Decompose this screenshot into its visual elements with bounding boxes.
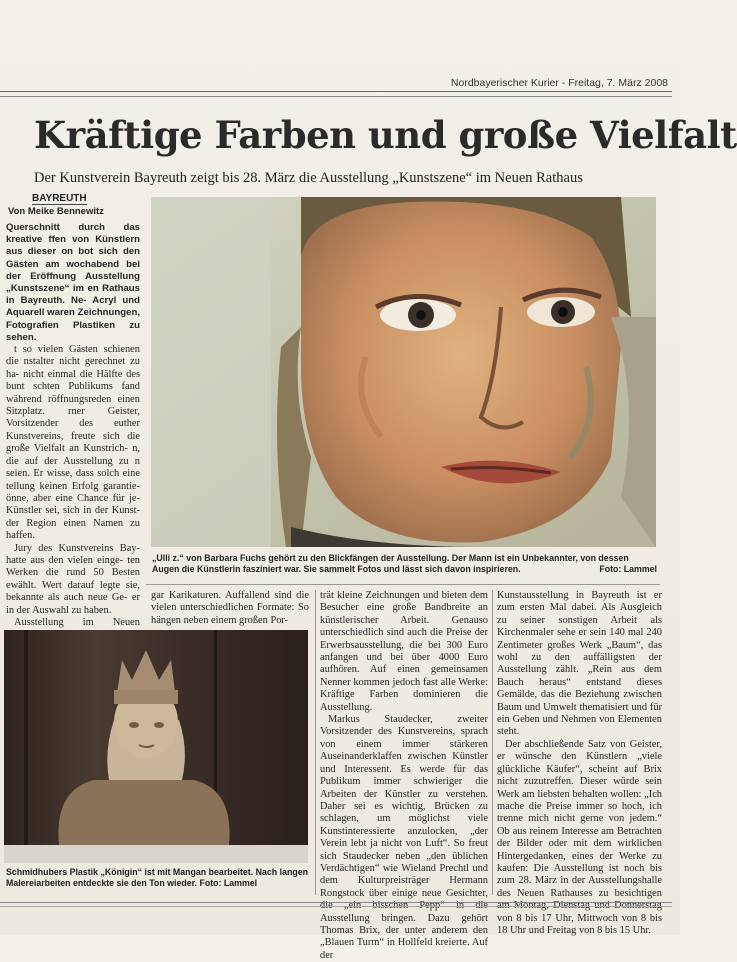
column-divider [492,590,493,895]
masthead: Nordbayerischer Kurier - Freitag, 7. März 2008 [450,77,668,89]
author-byline: Von Meike Bennewitz [8,206,104,217]
column-divider [315,590,316,895]
sculpture-photo [4,630,308,863]
article-column-1 [6,222,140,628]
bottom-rule [0,902,672,907]
article-paragraph: gar Karikaturen. Auffallend sind die vielen unterschiedlichen Formate: So hängen neben einem großen Por- [151,590,309,626]
portrait-painting-photo [151,197,656,547]
dateline: BAYREUTH [32,193,87,204]
sculpture-photo-credit: Foto: Lammel [199,878,258,888]
article-paragraph: Jury des Kunstvereins Bay- hatte aus den vielen einge- ten Werken die rund 50 Besten ewählt. Wert darauf legte sie, bekannte als auch neue Ge- er in der Auswahl zu haben. [6,542,140,616]
sculpture-caption [6,867,308,889]
subheadline: Der Kunstverein Bayreuth zeigt bis 28. März die Ausstellung „Kunstszene“ im Neuen Rathaus [34,170,583,186]
article-column-2 [151,590,309,630]
portrait-painting-image [151,197,656,547]
main-photo-credit: Foto: Lammel [599,564,657,574]
caption-divider [146,584,660,585]
article-paragraph: Der abschließende Satz von Geister, er wünsche den Künstlern „viele glückliche Käufer“, scheint auf Brix nicht zuzutreffen. Dieser würde sein Werk am liebsten behalten wollen: „Ich mache die Preise immer so hoch, ich trenne mich nicht gerne von jedem.“ Ob aus reinem Interesse am Betrachten der Bilder oder mit dem wirklichen Hintergedanken, eines der Werke zu kaufen: Die Ausstellung ist noch bis zum 28. März in der Ausstellungshalle des Neuen Rathauses zu besichtigen am Montag, Dienstag und Donnerstag von 8 bis 17 Uhr, Mittwoch von 8 bis 18 Uhr und Freitag von 8 bis 15 Uhr. [497,738,662,936]
article-paragraph: t so vielen Gästen schienen die nstalter nicht gerechnet zu ha- nicht einmal die Hälfte des bunt schten Publikums fand während röffnungsreden einen Sitzplatz. rner Geister, Vorsitzender des euther Kunstvereins, freute sich die große Vielfalt an Kunstrich- n, die auf der Ausstellung zu n seien. Er wisse, dass solch eine tellung keinen Erfolg garantie- önne, aber eine Chance für je- Künstler sei, sich in der Kunst- der Region einen Namen zu haffen. [6,344,140,542]
article-paragraph: Kunstausstellung in Bayreuth ist er zum ersten Mal dabei. Als Ausgleich zu seiner sonstigen Arbeit als Kirchenmaler sehe er sein 140 mal 240 Zentimeter großes Werk „Baum“, das wohl zu den auffälligsten der Ausstellung zählt. „Rein aus dem Bauch heraus“ entstand dieses Gemälde, das die Beziehung zwischen Baum und Umwelt thematisiert und für ein Geben und Nehmen von Elementen steht. [497,590,662,738]
article-lead: Querschnitt durch das kreative ffen von Künstlern aus dieser on bot sich den Gästen am wochabend bei der Eröffnung Ausstellung „Kunstszene“ im en Rathaus in Bayreuth. Ne- Acryl und Aquarell waren Zeichnungen, Fotografien Plastiken zu sehen. [6,222,140,343]
article-paragraph: Markus Staudecker, zweiter Vorsitzender des Kunstvereins, sprach von einem immer stärkeren Auseinanderklaffen zwischen Künstler und Interessent. Es werde für das Publikum immer schwieriger die Arbeiten der Künstler zu verstehen. Daher sei es wichtig, Brücken zu schlagen, um möglichst viele Kunstinteressierte anzulocken, „der Verein lebt ja nicht von Luft“. So freut sich Staudecker neben „den üblichen Verdächtigen“ wie Wieland Prechtl und dem Kulturpreisträger Hermann Rongstock über einige neue Gesichter, die „ein bisschen Pepp“ in die Ausstellung bringen. Dazu gehört Thomas Brix, der unter anderem den „Blauen Turm“ in Hollfeld kreierte. Auf der [320,714,488,961]
sculpture-image [4,630,308,863]
main-photo-caption-text: „Ulli z.“ von Barbara Fuchs gehört zu den Blickfängen der Ausstellung. Der Mann ist ein Unbekannter, von dessen Augen die Künstlerin fasziniert war. Sie sammelt Fotos und lässt sich davon inspirieren. [152,553,629,574]
top-rule [0,91,672,97]
article-paragraph: trät kleine Zeichnungen und bieten dem Besucher eine große Bandbreite an künstlerischer Arbeit. Genauso unterschiedlich sind auch die Preise der Erwerbsausstellung, die bei 300 Euro anfangen und bei über 4000 Euro aufhören. Auf einen gemeinsamen Nenner kommen jedoch fast alle Werke: Kräftige Farben dominieren die Ausstellung. [320,590,488,713]
main-photo-caption [152,553,657,575]
headline: Kräftige Farben und große Vielfalt [34,113,737,157]
article-column-3 [320,590,488,961]
article-column-4 [497,590,662,936]
sculpture-caption-text: Schmidhubers Plastik „Königin“ ist mit Mangan bearbeitet. Nach langen Malereiarbeiten entdeckte sie den Ton wieder. [6,867,308,888]
article-paragraph: Ausstellung im Neuen [14,616,140,628]
